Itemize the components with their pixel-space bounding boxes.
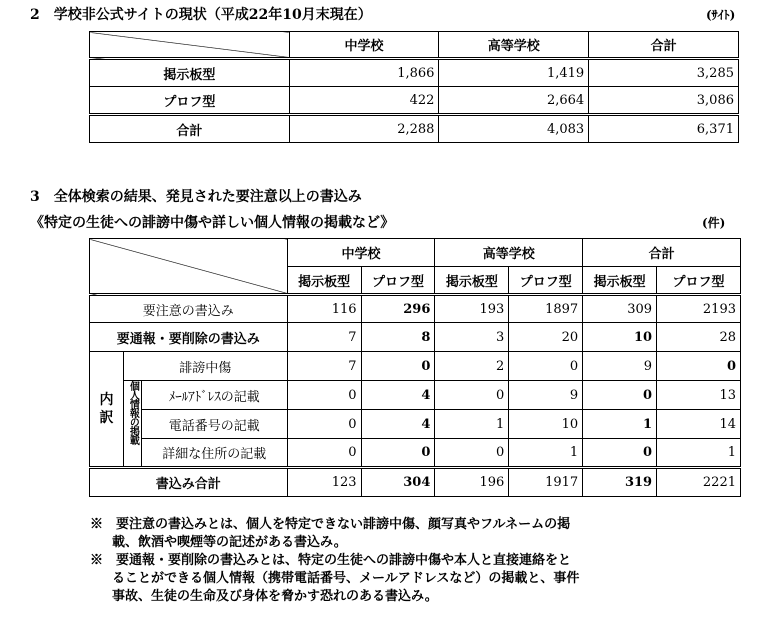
cell: 3,086 [589, 87, 739, 115]
row-label: 要通報・要削除の書込み [90, 323, 288, 352]
col-header: 高等学校 [439, 32, 589, 59]
table-row [90, 59, 739, 87]
cell: 1917 [509, 468, 583, 497]
note-line: 事故、生徒の生命及び身体を脅かす恐れのある書込み。 [112, 589, 438, 604]
row-label: プロフ型 [90, 87, 290, 115]
table-row [90, 410, 741, 439]
cell: 9 [583, 352, 657, 381]
cell: 4 [361, 410, 435, 439]
cell: 1 [435, 410, 509, 439]
cell: 1,419 [439, 59, 589, 87]
section3-unit: (件) [702, 216, 726, 230]
cell: 2 [435, 352, 509, 381]
cell: 28 [657, 323, 741, 352]
cell: 0 [287, 410, 361, 439]
cell: 0 [287, 381, 361, 410]
cell: 296 [361, 295, 435, 323]
col-header: 合計 [589, 32, 739, 59]
cell: 1 [583, 410, 657, 439]
cell: 2,664 [439, 87, 589, 115]
cell: 1897 [509, 295, 583, 323]
cell: 2,288 [289, 115, 439, 143]
cell: 193 [435, 295, 509, 323]
cell: 304 [361, 468, 435, 497]
row-label: ﾒｰﾙｱﾄﾞﾚｽの記載 [141, 381, 287, 410]
note-line: 載、飲酒や喫煙等の記述がある書込み。 [112, 535, 347, 550]
cell: 1 [657, 439, 741, 468]
cell: 0 [657, 352, 741, 381]
cell: 0 [287, 439, 361, 468]
personal-info-label: 個人情報の掲載 [123, 381, 141, 468]
sub-header: 掲示板型 [287, 267, 361, 295]
row-label: 合計 [90, 115, 290, 143]
sub-header: プロフ型 [509, 267, 583, 295]
note-line: ※ 要注意の書込みとは、個人を特定できない誹謗中傷、顔写真やフルネームの掲 [90, 517, 571, 532]
header-diagonal-cell [90, 239, 288, 295]
header-diagonal-cell [90, 32, 290, 59]
cell: 123 [287, 468, 361, 497]
cell: 1,866 [289, 59, 439, 87]
section3-title: 3 全体検索の結果、発見された要注意以上の書込み [30, 189, 362, 205]
sub-header: 掲示板型 [435, 267, 509, 295]
group-header: 合計 [583, 239, 741, 267]
cell: 7 [287, 352, 361, 381]
breakdown-label [90, 352, 124, 468]
cell: 309 [583, 295, 657, 323]
cell: 6,371 [589, 115, 739, 143]
cell: 0 [583, 381, 657, 410]
row-label: 書込み合計 [90, 468, 288, 497]
cell: 2193 [657, 295, 741, 323]
row-label: 誹謗中傷 [123, 352, 287, 381]
notes [90, 516, 579, 606]
cell: 0 [583, 439, 657, 468]
cell: 116 [287, 295, 361, 323]
table-row [90, 381, 741, 410]
row-label: 電話番号の記載 [141, 410, 287, 439]
cell: 4 [361, 381, 435, 410]
row-label: 詳細な住所の記載 [141, 439, 287, 468]
cell: 13 [657, 381, 741, 410]
cell: 7 [287, 323, 361, 352]
table-row [90, 323, 741, 352]
cell: 10 [509, 410, 583, 439]
cell: 9 [509, 381, 583, 410]
col-header: 中学校 [289, 32, 439, 59]
row-label: 要注意の書込み [90, 295, 288, 323]
table-row [90, 87, 739, 115]
sub-header: プロフ型 [657, 267, 741, 295]
cell: 0 [361, 352, 435, 381]
table-row [90, 352, 741, 381]
cell: 0 [435, 381, 509, 410]
section3-table [89, 238, 741, 497]
cell: 319 [583, 468, 657, 497]
cell: 14 [657, 410, 741, 439]
group-header: 高等学校 [435, 239, 583, 267]
cell: 20 [509, 323, 583, 352]
sub-header: プロフ型 [361, 267, 435, 295]
table-row [90, 295, 741, 323]
cell: 0 [361, 439, 435, 468]
cell: 8 [361, 323, 435, 352]
sub-header: 掲示板型 [583, 267, 657, 295]
cell: 2221 [657, 468, 741, 497]
row-label: 掲示板型 [90, 59, 290, 87]
cell: 0 [509, 352, 583, 381]
cell: 3,285 [589, 59, 739, 87]
cell: 0 [435, 439, 509, 468]
cell: 3 [435, 323, 509, 352]
group-header: 中学校 [287, 239, 435, 267]
note-line: ※ 要通報・要削除の書込みとは、特定の生徒への誹謗中傷や本人と直接連絡をと [90, 553, 572, 568]
cell: 196 [435, 468, 509, 497]
breakdown-label-text: 内訳 [99, 392, 114, 426]
table-row [90, 468, 741, 497]
section2-unit: (ｻｲﾄ) [706, 8, 736, 22]
table-row [90, 115, 739, 143]
section2-title: 2 学校非公式サイトの現状（平成22年10月末現在） [30, 7, 372, 23]
cell: 422 [289, 87, 439, 115]
table-row [90, 439, 741, 468]
cell: 4,083 [439, 115, 589, 143]
section2-table [89, 31, 739, 143]
note-line: ることができる個人情報（携帯電話番号、メールアドレスなど）の掲載と、事件 [112, 571, 580, 586]
cell: 10 [583, 323, 657, 352]
section3-subtitle: 《特定の生徒への誹謗中傷や詳しい個人情報の掲載など》 [30, 215, 395, 231]
cell: 1 [509, 439, 583, 468]
